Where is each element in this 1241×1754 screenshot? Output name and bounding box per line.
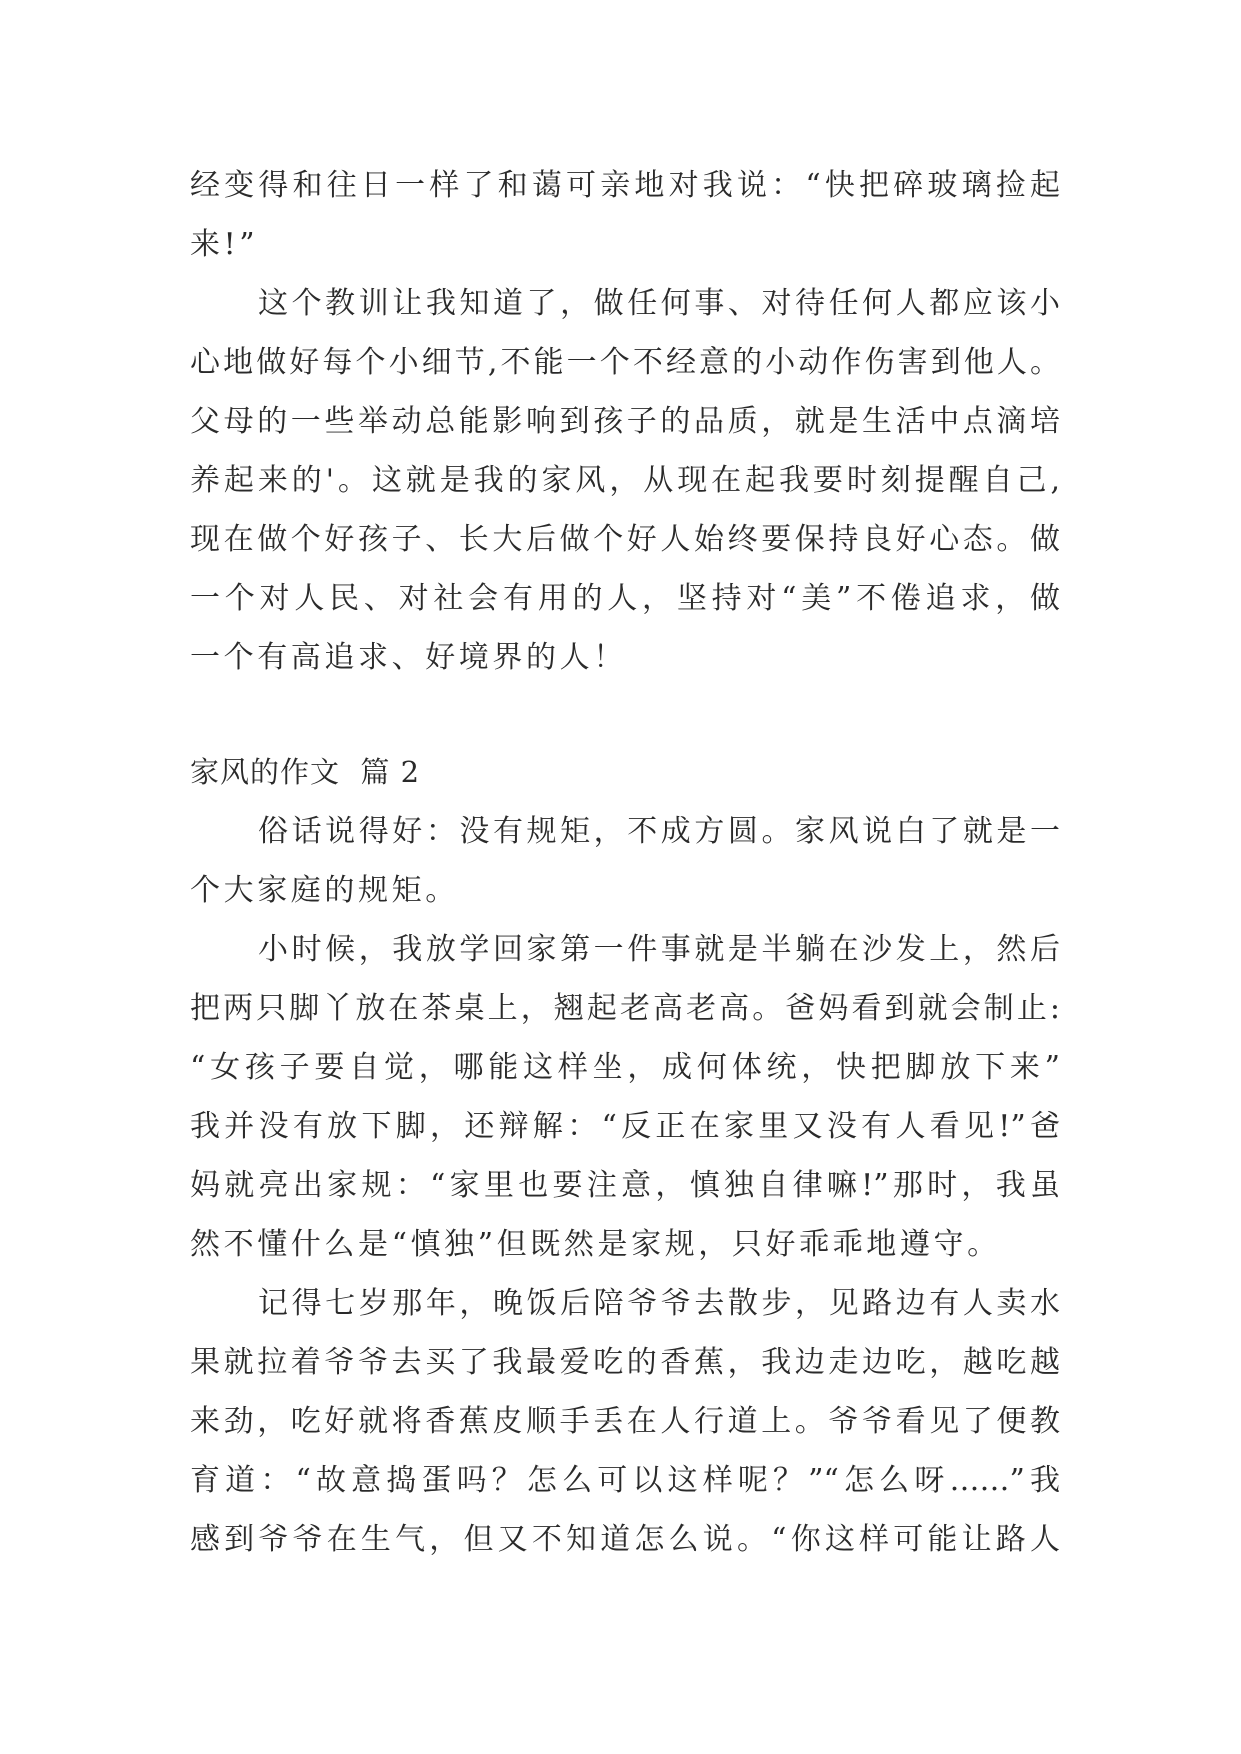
paragraph (190, 802, 1060, 920)
section-spacer (190, 687, 1060, 743)
text-line: 把两只脚丫放在茶桌上，翘起老高老高。爸妈看到就会制止: (190, 991, 1060, 1026)
paragraph (190, 274, 1060, 687)
text-line: 现在做个好孩子、长大后做个好人始终要保持良好心态。做 (190, 522, 1060, 557)
text-line: 然不懂什么是“慎独”但既然是家规，只好乖乖地遵守。 (190, 1227, 1001, 1262)
text-line: 小时候，我放学回家第一件事就是半躺在沙发上，然后 (258, 932, 1060, 967)
text-line: 一个有高追求、好境界的人！ (190, 640, 627, 675)
text-line: 育道：“故意捣蛋吗？怎么可以这样呢？”“怎么呀……”我 (190, 1463, 1060, 1498)
text-line: 个大家庭的规矩。 (190, 873, 459, 908)
text-line: 一个对人民、对社会有用的人，坚持对“美”不倦追求，做 (190, 581, 1060, 616)
text-line: 来!” (190, 227, 259, 262)
text-line: 父母的一些举动总能影响到孩子的品质，就是生活中点滴培 (190, 404, 1060, 439)
paragraph (190, 1274, 1060, 1569)
paragraph (190, 920, 1060, 1274)
text-line: 俗话说得好：没有规矩，不成方圆。家风说白了就是一 (258, 814, 1060, 849)
text-line: 果就拉着爷爷去买了我最爱吃的香蕉，我边走边吃，越吃越 (190, 1345, 1060, 1380)
text-line: 经变得和往日一样了和蔼可亲地对我说：“快把碎玻璃捡起 (190, 168, 1060, 203)
section-heading: 家风的作文 篇 2 (190, 755, 421, 789)
text-line: 我并没有放下脚，还辩解：“反正在家里又没有人看见!”爸 (190, 1109, 1060, 1144)
text-line: 来劲，吃好就将香蕉皮顺手丢在人行道上。爷爷看见了便教 (190, 1404, 1060, 1439)
paragraph (190, 156, 1060, 274)
text-line: 感到爷爷在生气，但又不知道怎么说。“你这样可能让路人 (190, 1522, 1060, 1557)
text-line: 这个教训让我知道了，做任何事、对待任何人都应该小 (258, 286, 1060, 321)
text-line: 妈就亮出家规：“家里也要注意，慎独自律嘛!”那时，我虽 (190, 1168, 1060, 1203)
text-line: 记得七岁那年，晚饭后陪爷爷去散步，见路边有人卖水 (258, 1286, 1060, 1321)
document-body (190, 156, 1060, 1569)
text-line: 心地做好每个小细节,不能一个不经意的小动作伤害到他人。 (190, 345, 1060, 380)
text-line: “女孩子要自觉，哪能这样坐，成何体统，快把脚放下来” (190, 1050, 1060, 1085)
text-line: 养起来的'。这就是我的家风，从现在起我要时刻提醒自己, (190, 463, 1060, 498)
